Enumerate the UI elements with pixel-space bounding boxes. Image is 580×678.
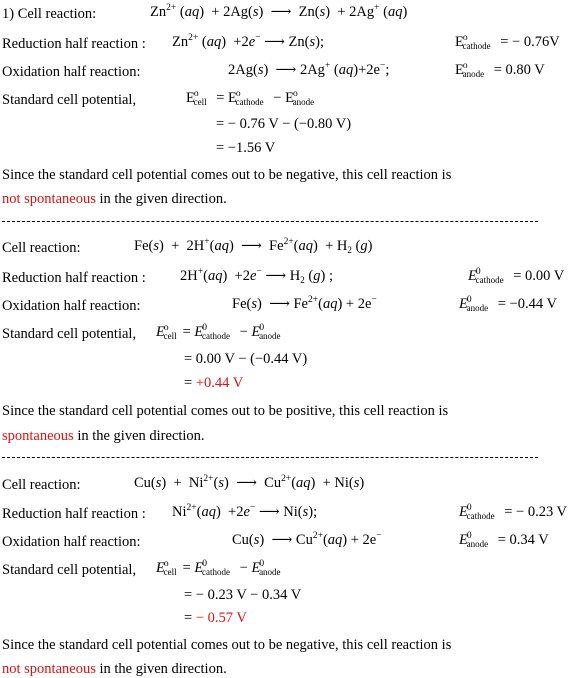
s3-oxidation-equation: Cu(s) ⟶ $Cu^{2+}(aq) + 2e^-$ bbox=[232, 531, 382, 548]
s2-potential-label: Standard cell potential, bbox=[2, 326, 137, 342]
s3-potential-label: Standard cell potential, bbox=[2, 562, 137, 578]
s1-reaction-label: 1) Cell reaction: bbox=[2, 6, 97, 22]
s1-conclusion-line2 bbox=[2, 190, 227, 208]
s2-potential-formula: $E^o_{cell} = E^0_{cathode} - E^0_{anode}$ bbox=[156, 323, 281, 341]
s3-reaction-label: Cell reaction: bbox=[2, 477, 81, 493]
s2-conclusion-line2 bbox=[2, 427, 205, 445]
s2-potential-result-value: +0.44 V bbox=[195, 375, 244, 391]
s1-potential-label: Standard cell potential, bbox=[2, 92, 137, 108]
s2-oxidation-potential: $E^0_{anode} = -0.44$ V bbox=[459, 295, 557, 313]
s2-conclusion-highlight: spontaneous bbox=[2, 428, 74, 444]
s1-reduction-label: Reduction half reaction : bbox=[2, 36, 146, 52]
s2-potential-substitution: = 0.00 V − (−0.44 V) bbox=[184, 351, 308, 367]
s3-conclusion-tail: in the given direction. bbox=[99, 661, 227, 677]
s2-reduction-potential: $E^0_{cathode} = 0.00$ V bbox=[468, 267, 565, 285]
s3-potential-substitution: = − 0.23 V − 0.34 V bbox=[184, 587, 302, 603]
s3-oxidation-label: Oxidation half reaction: bbox=[2, 534, 141, 550]
s1-oxidation-label: Oxidation half reaction: bbox=[2, 64, 141, 80]
s2-reaction-equation: Fe(s) + 2H+(aq) ⟶ $Fe^{2+}(aq) + H_2$ (g) bbox=[134, 237, 373, 255]
section-divider-2 bbox=[2, 457, 538, 458]
s1-reduction-potential: $E^o_{cathode}$ = − 0.76V bbox=[455, 33, 560, 51]
s1-oxidation-equation: 2Ag(s) ⟶ 2Ag+ (aq)+2e−; bbox=[228, 61, 390, 78]
s3-potential-result: = − 0.57 V bbox=[184, 610, 247, 626]
s1-potential-result: = −1.56 V bbox=[216, 140, 276, 156]
s2-oxidation-equation: Fe(s) ⟶ $Fe^{2+}(aq) + 2e^-$ bbox=[232, 295, 377, 312]
s3-conclusion-text: Since the standard cell potential comes out to be negative, this cell reaction is bbox=[2, 637, 452, 653]
s1-potential-formula: $E^o_{cell} = E^o_{cathode} - E^o_{anode}$ bbox=[186, 89, 315, 107]
s1-reduction-equation: $Zn^{2+}$ (aq) +2e− ⟶ Zn(s); bbox=[172, 33, 324, 50]
s2-reaction-label: Cell reaction: bbox=[2, 240, 81, 256]
s1-oxidation-potential: $E^o_{anode} = 0.80$ V bbox=[455, 61, 545, 79]
s3-reduction-equation: $Ni^{2+}(aq) +2e^-$ ⟶ Ni(s); bbox=[172, 503, 318, 520]
s3-reaction-equation: $Cu(s) + Ni^{2+}(s)$ ⟶ $Cu^{2+}(aq) + Ni(s)$ bbox=[134, 474, 365, 491]
s1-conclusion-text: Since the standard cell potential comes out to be negative, this cell reaction is bbox=[2, 167, 452, 183]
s1-potential-substitution: = − 0.76 V − (−0.80 V) bbox=[216, 116, 352, 132]
s2-conclusion-text: Since the standard cell potential comes out to be positive, this cell reaction is bbox=[2, 403, 449, 419]
s3-reduction-label: Reduction half reaction : bbox=[2, 506, 146, 522]
s1-conclusion-tail: in the given direction. bbox=[99, 191, 227, 207]
s2-oxidation-label: Oxidation half reaction: bbox=[2, 298, 141, 314]
section-divider-1 bbox=[2, 221, 538, 222]
s3-reduction-potential: $E^0_{cathode}$ = − 0.23 V bbox=[459, 503, 568, 521]
s1-reaction-equation: $Zn^{2+}$ (aq) + 2Ag(s) ⟶ Zn(s) + 2Ag+ (aq) bbox=[150, 3, 408, 20]
s1-conclusion-highlight: not spontaneous bbox=[2, 191, 96, 207]
s2-conclusion-tail: in the given direction. bbox=[77, 428, 205, 444]
s3-potential-result-value: − 0.57 V bbox=[195, 610, 247, 626]
s3-potential-formula: $E^o_{cell} = E^0_{cathode} - E^0_{anode}$ bbox=[156, 559, 281, 577]
s3-conclusion-line2 bbox=[2, 660, 227, 678]
s2-reduction-equation: 2H+(aq) +2e− ⟶ $H_2$ (g) ; bbox=[180, 267, 333, 285]
s3-oxidation-potential: $E^0_{anode} = 0.34$ V bbox=[459, 531, 549, 549]
s3-conclusion-highlight: not spontaneous bbox=[2, 661, 96, 677]
s2-potential-result: = +0.44 V bbox=[184, 375, 244, 391]
s2-reduction-label: Reduction half reaction : bbox=[2, 270, 146, 286]
